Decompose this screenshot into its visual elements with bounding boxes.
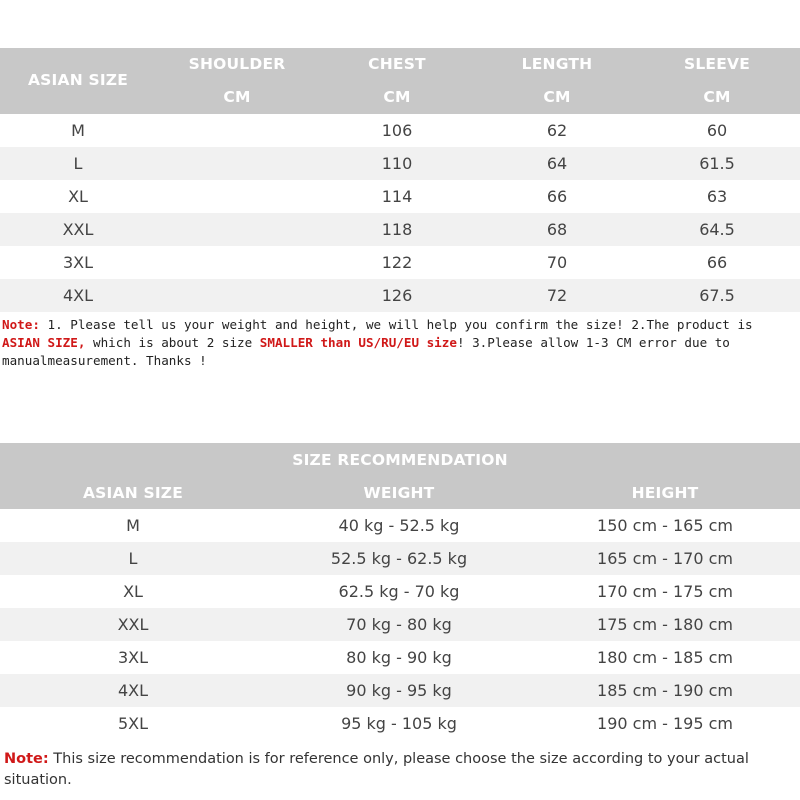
height-cell: 180 cm - 185 cm [597,648,733,667]
sleeve-cell: 63 [706,187,728,206]
size-cell: XL [123,582,143,601]
size-cell: 4XL [117,681,149,700]
header-chest-unit: CM [383,88,411,106]
header-length-unit: CM [543,88,571,106]
header-shoulder-unit: CM [223,88,251,106]
header-length: LENGTH [521,55,593,73]
sleeve-cell: 60 [706,121,728,140]
size-cell: L [73,154,83,173]
height-cell: 170 cm - 175 cm [597,582,733,601]
weight-cell: 52.5 kg - 62.5 kg [330,549,468,568]
sleeve-cell: 67.5 [699,286,735,305]
length-cell: 62 [546,121,568,140]
size-chart-table [0,48,800,312]
sleeve-cell: 64.5 [699,220,735,239]
chest-cell: 126 [381,286,413,305]
table-row [0,707,800,740]
table-row [0,213,800,246]
size-cell: 5XL [117,714,149,733]
note-text: This size recommendation is for reference only, please choose the size according to your actual situation. [4,751,749,788]
note-label: Note: [2,317,40,332]
weight-cell: 95 kg - 105 kg [341,714,457,733]
size-cell: M [126,516,140,535]
table-row [0,180,800,213]
height-cell: 185 cm - 190 cm [597,681,733,700]
height-cell: 165 cm - 170 cm [597,549,733,568]
height-cell: 150 cm - 165 cm [597,516,733,535]
table-row [0,608,800,641]
size-cell: L [128,549,138,568]
header-height: HEIGHT [631,484,699,502]
size-cell: M [71,121,85,140]
note-text-2: which is about 2 size [85,335,260,350]
length-cell: 68 [546,220,568,239]
recommendation-header [0,443,800,509]
chest-cell: 122 [381,253,413,272]
table-row [0,279,800,312]
chest-cell: 114 [381,187,413,206]
table-row [0,575,800,608]
table-row [0,674,800,707]
length-cell: 72 [546,286,568,305]
header-asian-size: ASIAN SIZE [27,71,129,89]
size-cell: 3XL [62,253,94,272]
recommendation-note [4,749,794,791]
table-row [0,542,800,575]
size-cell: XL [68,187,88,206]
weight-cell: 62.5 kg - 70 kg [338,582,460,601]
weight-cell: 80 kg - 90 kg [346,648,452,667]
size-recommendation-table [0,443,800,740]
size-note [2,316,798,370]
note-text-3: ! 3.Please allow 1-3 CM error due to manualmeasurement. Thanks ! [2,335,730,368]
table-row [0,509,800,542]
chest-cell: 106 [381,121,413,140]
table-row [0,641,800,674]
size-chart-header [0,48,800,114]
recommendation-title: SIZE RECOMMENDATION [292,451,508,469]
header-chest: CHEST [368,55,426,73]
chest-cell: 118 [381,220,413,239]
sleeve-cell: 66 [706,253,728,272]
header-sleeve: SLEEVE [683,55,750,73]
length-cell: 64 [546,154,568,173]
size-cell: XXL [117,615,149,634]
height-cell: 175 cm - 180 cm [597,615,733,634]
sleeve-cell: 61.5 [699,154,735,173]
length-cell: 70 [546,253,568,272]
note-asian-size: ASIAN SIZE, [2,335,86,350]
table-row [0,114,800,147]
table-row [0,246,800,279]
weight-cell: 70 kg - 80 kg [346,615,452,634]
note-text-1: 1. Please tell us your weight and height, we will help you confirm the size! 2.The product is [39,317,753,332]
note-smaller: SMALLER than US/RU/EU size [259,335,457,350]
weight-cell: 40 kg - 52.5 kg [338,516,460,535]
header-weight: WEIGHT [363,484,435,502]
table-row [0,147,800,180]
header-shoulder: SHOULDER [188,55,286,73]
size-cell: 3XL [117,648,149,667]
note-label: Note: [4,751,49,767]
height-cell: 190 cm - 195 cm [597,714,733,733]
length-cell: 66 [546,187,568,206]
weight-cell: 90 kg - 95 kg [346,681,452,700]
size-cell: XXL [62,220,94,239]
header-sleeve-unit: CM [703,88,731,106]
size-cell: 4XL [62,286,94,305]
header-asian-size: ASIAN SIZE [82,484,184,502]
chest-cell: 110 [381,154,413,173]
